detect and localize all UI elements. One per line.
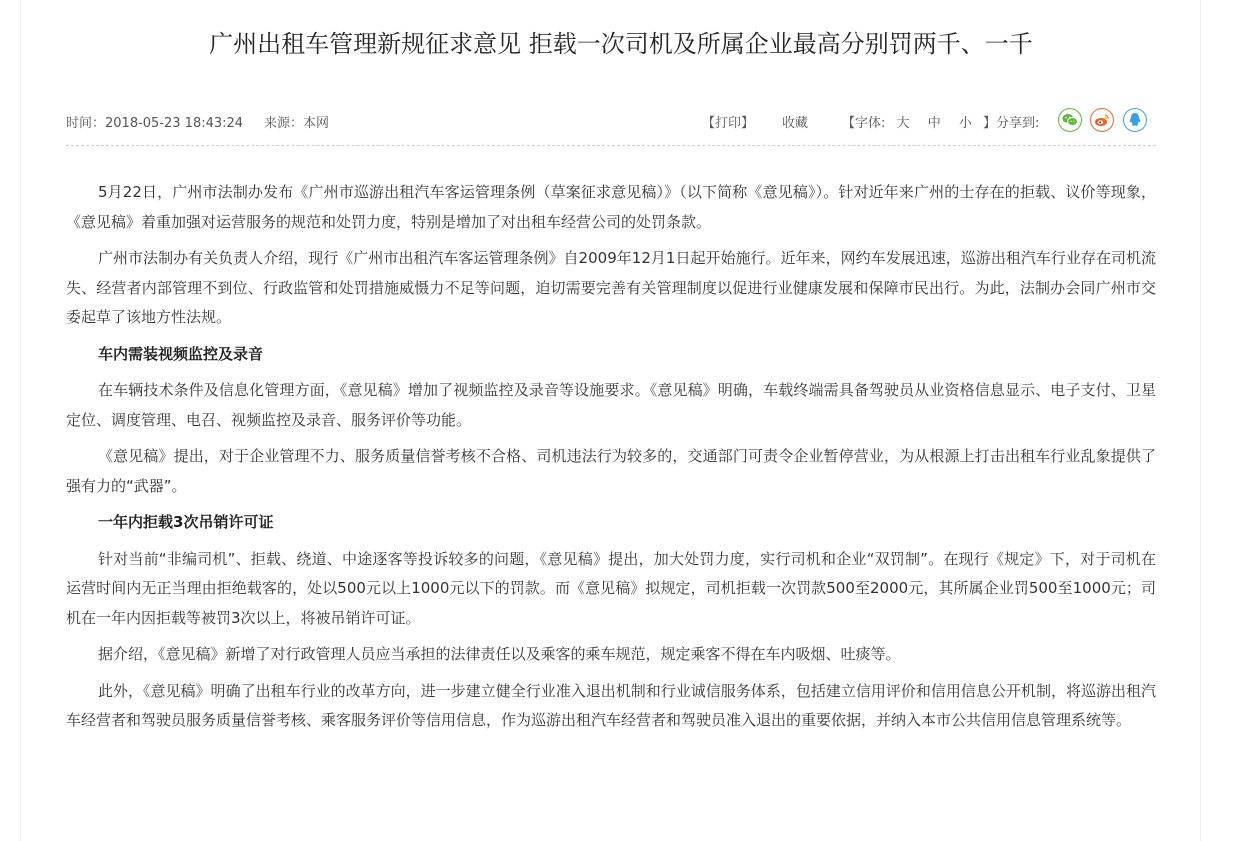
qq-icon bbox=[1128, 112, 1142, 128]
paragraph: 5月22日，广州市法制办发布《广州市巡游出租汽车客运管理条例（草案征求意见稿）》（以下简称《意见稿》）。针对近年来广州的士存在的拒载、议价等现象，《意见稿》着重加强对运营服务的规范和处罚力度，特别是增加了对出租车经营公司的处罚条款。 bbox=[66, 183, 1156, 231]
font-size-close-bracket: 】 bbox=[983, 116, 997, 131]
print-link[interactable]: 【打印】 bbox=[702, 116, 755, 131]
font-size-control bbox=[842, 112, 996, 131]
article-meta-bar bbox=[66, 110, 1156, 136]
paragraph: 此外，《意见稿》明确了出租车行业的改革方向，进一步建立健全行业准入退出机制和行业诚信服务体系，包括建立信用评价和信用信息公开机制，将巡游出租汽车经营者和驾驶员服务质量信誉考核、乘客服务评价等信用信息，作为巡游出租汽车经营者和驾驶员准入退出的重要依据，并纳入本市公共信用信息管理系统等。 bbox=[66, 681, 1156, 729]
share-wechat-button[interactable] bbox=[1058, 108, 1082, 132]
collect-link[interactable]: 收藏 bbox=[782, 116, 809, 131]
share-qq-button[interactable] bbox=[1123, 108, 1147, 132]
left-border bbox=[20, 0, 21, 841]
paragraph: 据介绍，《意见稿》新增了对行政管理人员应当承担的法律责任以及乘客的乘车规范，规定乘客不得在车内吸烟、吐痰等。 bbox=[98, 645, 901, 663]
right-border bbox=[1200, 0, 1201, 841]
font-size-medium[interactable]: 中 bbox=[927, 116, 941, 131]
paragraph: 针对当前“非编司机”、拒载、绕道、中途逐客等投诉较多的问题，《意见稿》提出，加大处罚力度，实行司机和企业“双罚制”。在现行《规定》下，对于司机在运营时间内无正当理由拒绝载客的，处以500元以上1000元以下的罚款。而《意见稿》拟规定，司机拒载一次罚款500至2000元，其所属企业罚500至1000元；司机在一年内因拒载等被罚3次以上，将被吊销许可证。 bbox=[66, 549, 1156, 627]
font-size-large[interactable]: 大 bbox=[896, 116, 910, 131]
share-label: 分享到: bbox=[996, 116, 1040, 131]
section-heading: 车内需装视频监控及录音 bbox=[98, 344, 264, 363]
paragraph: 在车辆技术条件及信息化管理方面，《意见稿》增加了视频监控及录音等设施要求。《意见稿》明确，车载终端需具备驾驶员从业资格信息显示、电子支付、卫星定位、调度管理、电召、视频监控及录音、服务评价等功能。 bbox=[66, 381, 1156, 429]
publish-time: 时间：2018-05-23 18:43:24 bbox=[66, 116, 244, 131]
font-size-small[interactable]: 小 bbox=[958, 116, 972, 131]
article-source: 来源：本网 bbox=[264, 116, 330, 131]
share-weibo-button[interactable] bbox=[1090, 108, 1114, 132]
weibo-icon bbox=[1094, 113, 1110, 127]
font-size-label: 【字体: bbox=[842, 116, 886, 131]
wechat-icon bbox=[1062, 113, 1078, 127]
section-heading: 一年内拒载3次吊销许可证 bbox=[98, 513, 274, 531]
article-title: 广州出租车管理新规征求意见 拒载一次司机及所属企业最高分别罚两千、一千 bbox=[209, 30, 1033, 58]
paragraph: 广州市法制办有关负责人介绍，现行《广州市出租汽车客运管理条例》自2009年12月1日起开始施行。近年来，网约车发展迅速，巡游出租汽车行业存在司机流失、经营者内部管理不到位、行政监管和处罚措施威慑力不足等问题，迫切需要完善有关管理制度以促进行业健康发展和保障市民出行。为此，法制办会同广州市交委起草了该地方性法规。 bbox=[66, 249, 1156, 326]
paragraph: 《意见稿》提出，对于企业管理不力、服务质量信誉考核不合格、司机违法行为较多的，交通部门可责令企业暂停营业，为从根源上打击出租车行业乱象提供了强有力的“武器”。 bbox=[66, 447, 1156, 495]
meta-divider bbox=[66, 145, 1156, 146]
article-body bbox=[66, 178, 1156, 743]
